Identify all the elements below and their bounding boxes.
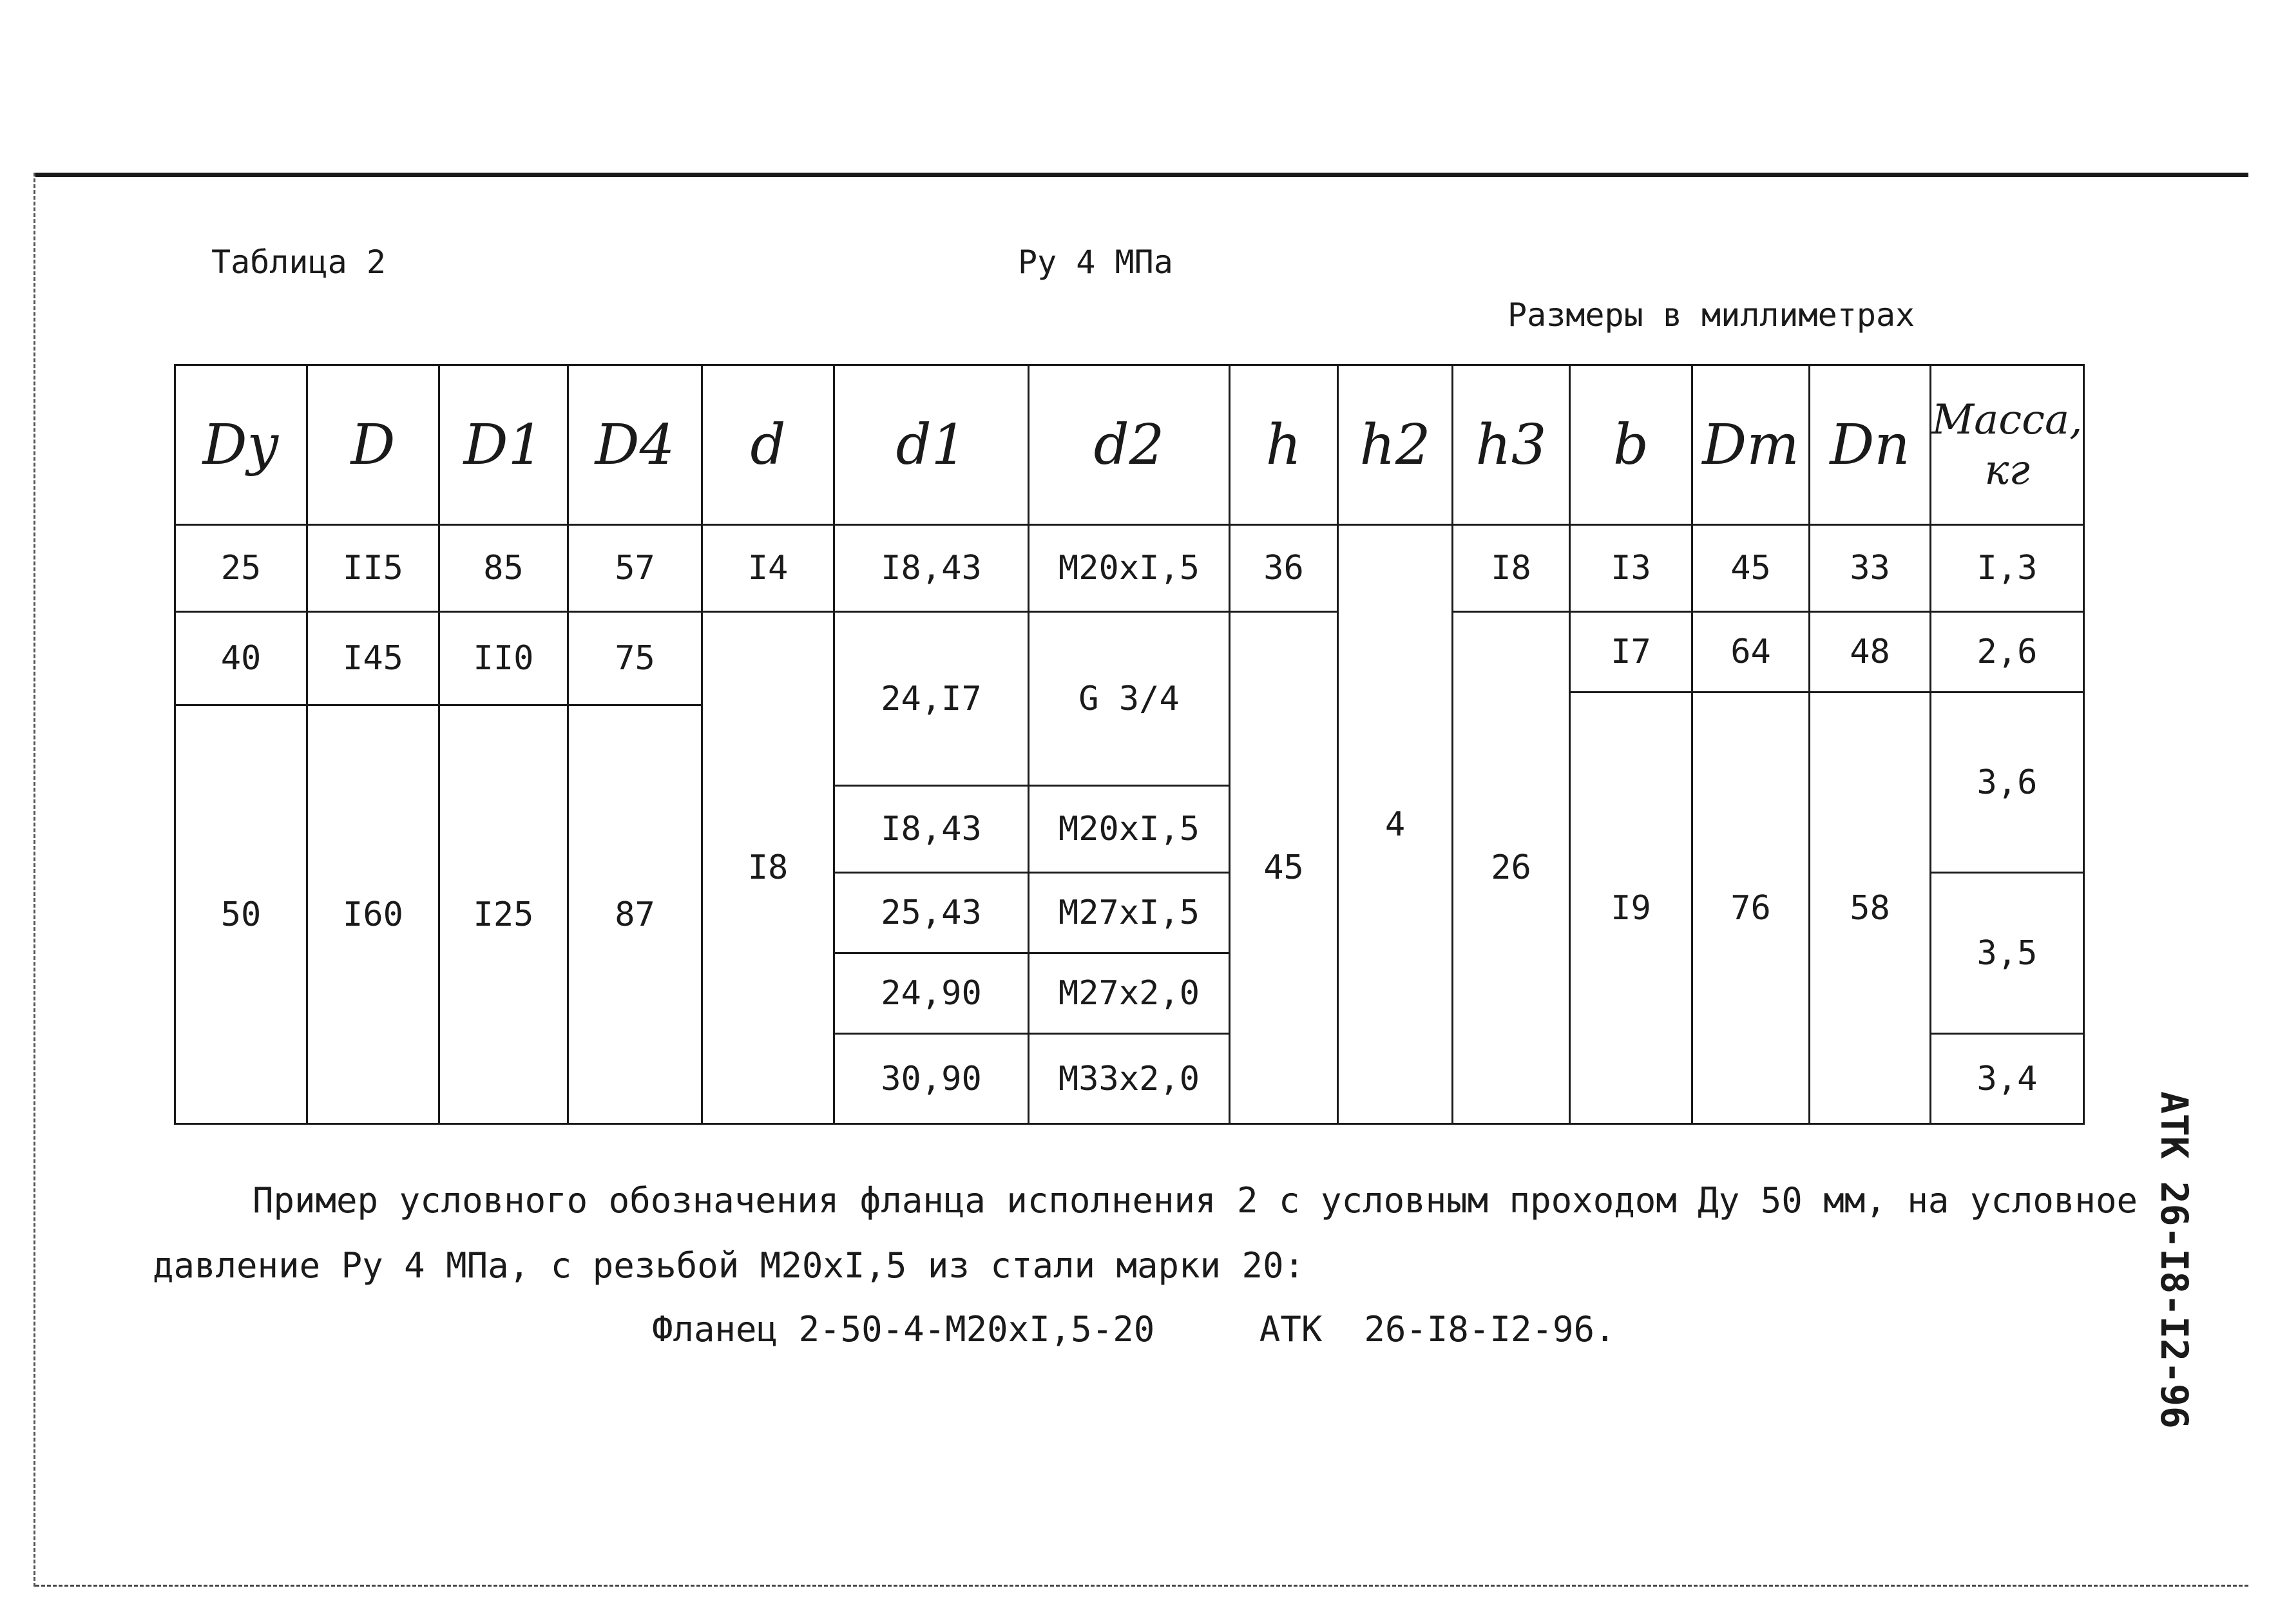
cell-dy: 50 [175,705,307,1124]
cell-d1: I8,43 [834,525,1029,612]
cell-dy: 25 [175,525,307,612]
header-row [175,365,2084,525]
example-text-line-2: давление Ру 4 МПа, с резьбой M20xI,5 из стали марки 20: [153,1245,1305,1286]
cell-mass: 3,4 [1931,1034,2084,1124]
cell-dy: 40 [175,612,307,705]
table-row [175,612,2084,693]
example-designation: Фланец 2-50-4-M20xI,5-20 АТК 26-I8-I2-96. [652,1309,1616,1350]
header-cell: D4 [568,365,702,525]
cell-h3: I8 [1453,525,1570,612]
frame-top-border [35,173,2248,177]
cell-D1: I25 [439,705,568,1124]
cell-d1: 24,I7 [834,612,1029,786]
cell-d2: G 3/4 [1029,612,1230,786]
cell-d2: M33x2,0 [1029,1034,1230,1124]
cell-Dn: 48 [1810,612,1931,693]
cell-Dn: 33 [1810,525,1931,612]
cell-mass: 3,5 [1931,873,2084,1034]
cell-h: 45 [1230,612,1338,1124]
cell-mass: 2,6 [1931,612,2084,693]
cell-D4: 75 [568,612,702,705]
cell-mass: 3,6 [1931,693,2084,873]
cell-d1: I8,43 [834,786,1029,873]
cell-d: I8 [702,612,834,1124]
cell-D4: 87 [568,705,702,1124]
cell-D: I60 [307,705,439,1124]
cell-Dm: 76 [1692,693,1810,1124]
header-cell: Dn [1810,365,1931,525]
header-cell: Dm [1692,365,1810,525]
cell-Dn: 58 [1810,693,1931,1124]
cell-D1: II0 [439,612,568,705]
cell-d2: M20xI,5 [1029,786,1230,873]
table-row [175,525,2084,612]
cell-d2: M27xI,5 [1029,873,1230,953]
header-cell: D [307,365,439,525]
header-cell: h3 [1453,365,1570,525]
header-cell: Dу [175,365,307,525]
header-cell: d1 [834,365,1029,525]
document-code-vertical: АТК 26-I8-I2-96 [2152,1091,2196,1429]
cell-Dm: 45 [1692,525,1810,612]
cell-D: I45 [307,612,439,705]
header-cell: d [702,365,834,525]
header-cell: h2 [1338,365,1453,525]
flange-dimensions-table [174,364,2085,1125]
header-cell-mass: Масса, кг [1931,365,2084,525]
cell-b: I9 [1570,693,1692,1124]
table-title: Таблица 2 [211,244,386,281]
cell-h: 36 [1230,525,1338,612]
header-cell: d2 [1029,365,1230,525]
cell-h3: 26 [1453,612,1570,1124]
cell-d2: M20xI,5 [1029,525,1230,612]
cell-mass: I,3 [1931,525,2084,612]
cell-d2: M27x2,0 [1029,953,1230,1034]
cell-d: I4 [702,525,834,612]
pressure-label: Ру 4 МПа [1018,244,1173,281]
example-text-line-1: Пример условного обозначения фланца исполнения 2 с условным проходом Ду 50 мм, на условное [253,1180,2138,1221]
cell-Dm: 64 [1692,612,1810,693]
frame-bottom-border [35,1585,2248,1587]
cell-b: I3 [1570,525,1692,612]
cell-D: II5 [307,525,439,612]
frame-left-border [34,173,35,1587]
cell-D4: 57 [568,525,702,612]
cell-D1: 85 [439,525,568,612]
cell-d1: 25,43 [834,873,1029,953]
header-cell: b [1570,365,1692,525]
cell-b: I7 [1570,612,1692,693]
header-cell: D1 [439,365,568,525]
units-note: Размеры в миллиметрах [1508,296,1915,334]
header-cell: h [1230,365,1338,525]
cell-d1: 30,90 [834,1034,1029,1124]
cell-h2: 4 [1338,525,1453,1124]
cell-d1: 24,90 [834,953,1029,1034]
